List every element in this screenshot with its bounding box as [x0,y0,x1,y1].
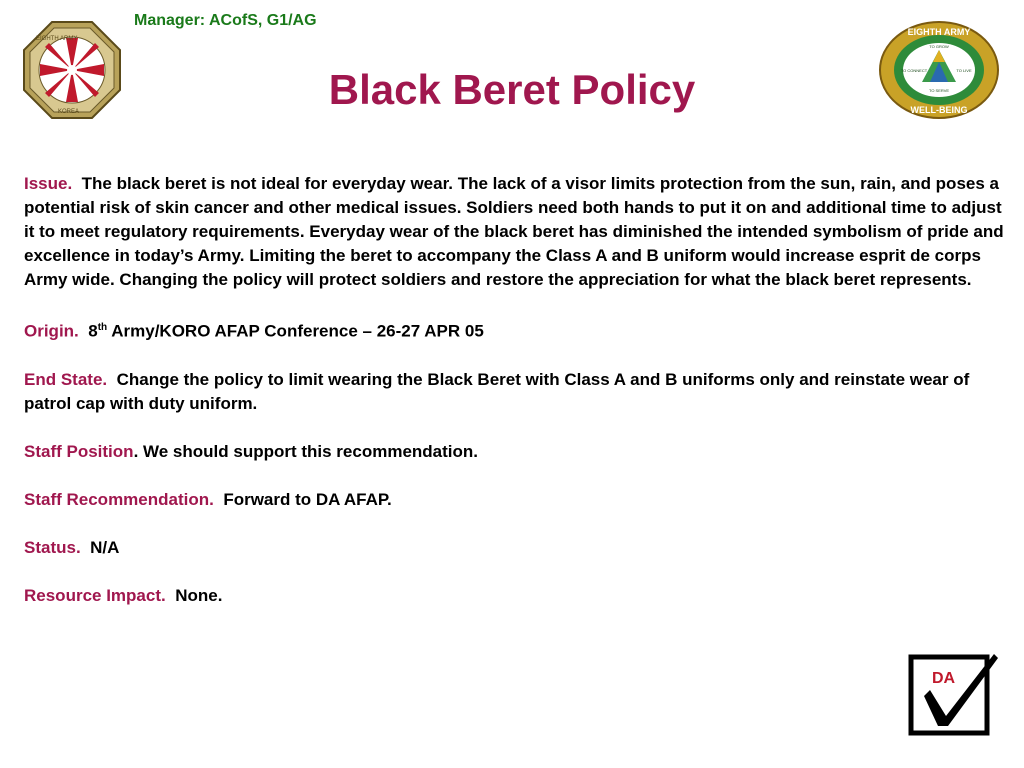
page-title: Black Beret Policy [328,66,696,113]
staff-recommendation-label: Staff Recommendation. [24,489,214,509]
end-state-paragraph [24,368,1008,416]
status-label: Status. [24,537,81,557]
origin-number: 8 [88,321,98,341]
right-logo-inner-3: TO LIVE [956,68,972,73]
right-logo-inner-4: TO SERVE [928,88,950,93]
eighth-army-patch-logo [22,20,122,120]
resource-impact-text: None. [175,585,223,605]
staff-recommendation-paragraph [24,488,1008,512]
end-state-text: Change the policy to limit wearing the Black Beret with Class A and B uniforms only and reinstate wear of patrol cap with duty uniform. [24,369,970,413]
right-logo-top-text: EIGHTH ARMY [907,27,971,37]
resource-impact-label: Resource Impact. [24,585,166,605]
staff-position-label: Staff Position [24,441,134,461]
left-logo-text-2: KOREA [58,109,80,115]
staff-position-paragraph [24,440,1008,464]
staff-recommendation-text: Forward to DA AFAP. [223,489,392,509]
manager-label: Manager: ACofS, G1/AG [134,12,317,29]
right-logo-bottom-text: WELL-BEING [910,105,968,115]
origin-paragraph [24,316,1008,344]
right-logo-inner-1: TO GROW [929,44,949,49]
right-logo-inner-2: TO CONNECT [900,68,928,73]
da-checkbox-icon [908,650,1000,738]
status-text: N/A [90,537,120,557]
origin-text: Army/KORO AFAP Conference – 26-27 APR 05 [111,321,484,341]
end-state-label: End State. [24,369,108,389]
resource-impact-paragraph [24,584,1008,608]
origin-label: Origin. [24,321,79,341]
policy-body [24,172,1008,632]
issue-label: Issue. [24,174,73,193]
issue-paragraph [24,172,1008,292]
left-logo-text-1: EIGHTH ARMY [36,36,78,42]
origin-superscript: th [97,322,108,333]
da-badge-text: DA [932,670,956,687]
status-paragraph [24,536,1008,560]
well-being-logo [878,20,1000,120]
staff-position-text: . We should support this recommendation. [133,441,478,461]
issue-text: The black beret is not ideal for everyday wear. The lack of a visor limits protection from the sun, rain, and poses a potential risk of skin cancer and other medical issues. Soldiers need both hands to put it on and additional time to adjust it to meet regulatory requirements. Everyday wear of the black beret has diminished the intended symbolism of pride and excellence in today’s Army. Limiting the beret to accompany the Class A and B uniform would increase esprit de corps Army wide. Changing the policy will protect soldiers and restore the appreciation for what the black beret represents. [24,174,1004,289]
